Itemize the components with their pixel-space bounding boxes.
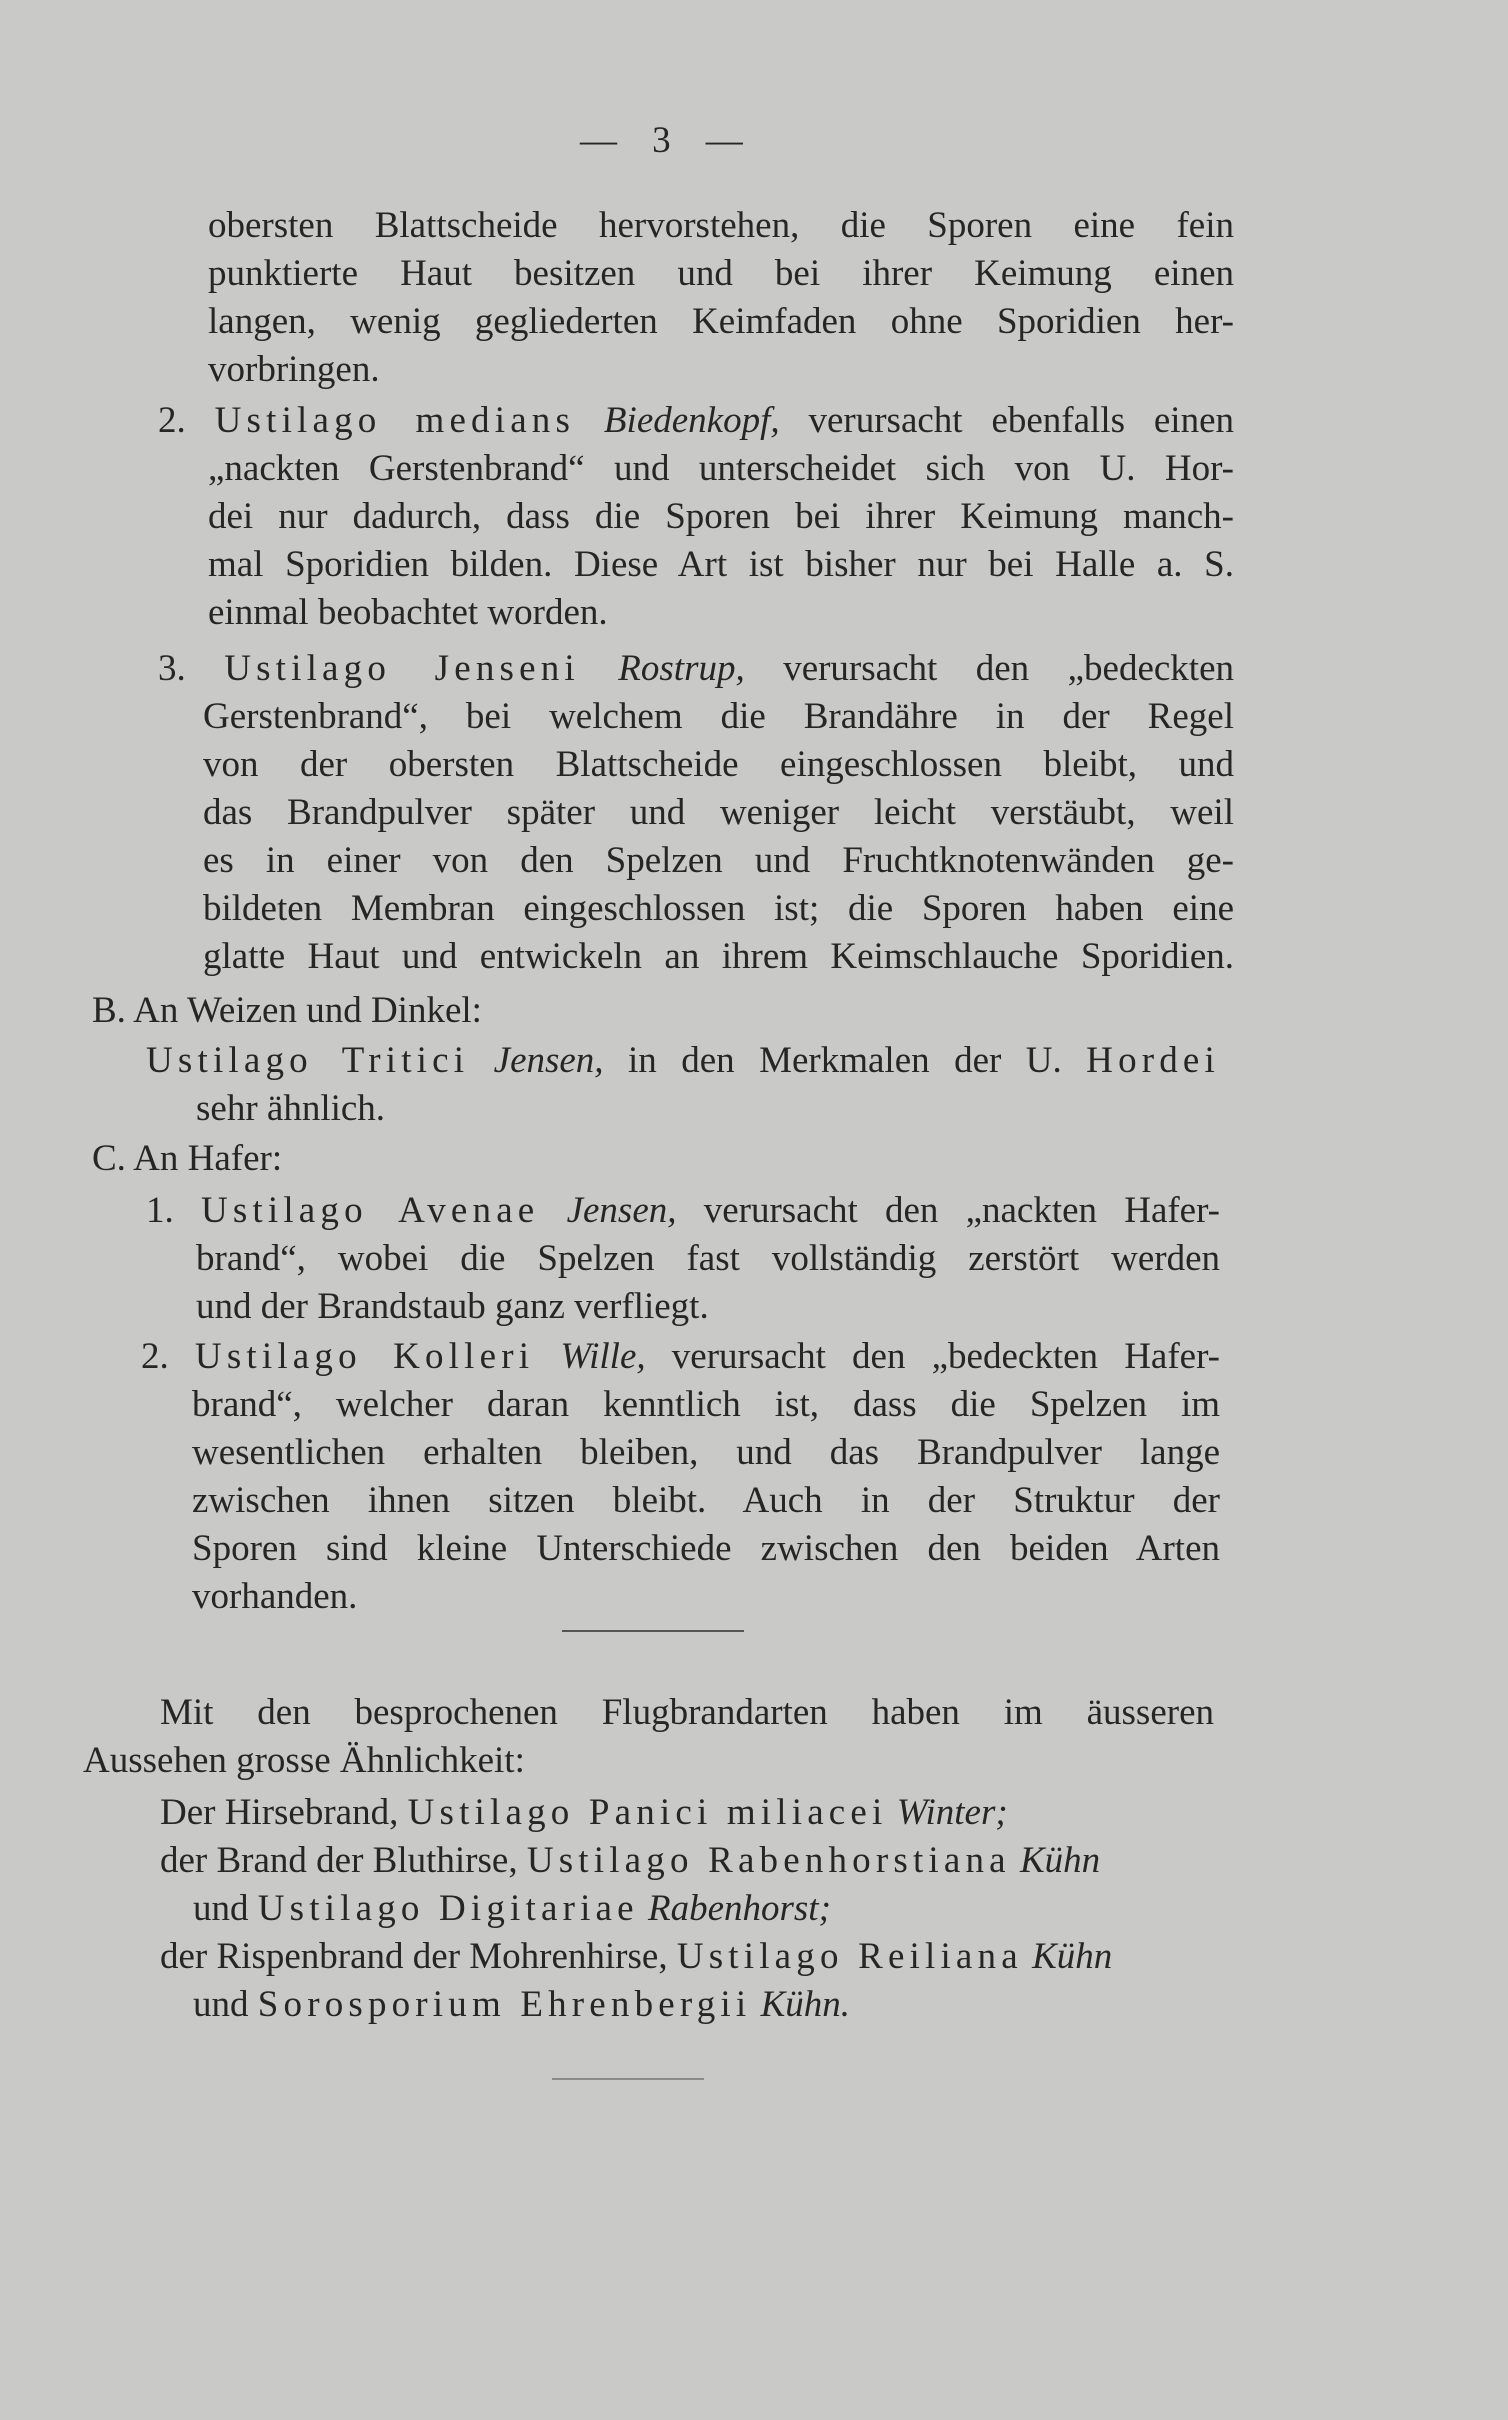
- closing-divider: [552, 2078, 704, 2080]
- species-name: Ustilago medians: [214, 400, 576, 441]
- text-line: glatte Haut und entwickeln an ihrem Keimschlauche Sporidien.: [203, 936, 1234, 977]
- text-line: sehr ähnlich.: [196, 1088, 386, 1129]
- text-line: Der Hirsebrand, Ustilago Panici miliacei Winter;: [160, 1792, 1008, 1833]
- text-line: von der obersten Blattscheide eingeschlossen bleibt, und: [203, 744, 1234, 785]
- species-name: Ustilago Digitariae: [257, 1888, 639, 1929]
- text-line: Sporen sind kleine Unterschiede zwischen den beiden Arten: [192, 1528, 1220, 1569]
- author-name: Rostrup,: [579, 648, 745, 689]
- species-name: Ustilago Reiliana: [676, 1936, 1023, 1977]
- section-heading-b: B. An Weizen und Dinkel:: [92, 990, 482, 1031]
- list-item-2-line: 2. Ustilago medians Biedenkopf, verursacht ebenfalls einen: [158, 400, 1234, 441]
- species-name: Ustilago Panici miliacei: [407, 1792, 888, 1833]
- author-name: Kühn: [1010, 1840, 1101, 1881]
- species-name: Ustilago Avenae: [200, 1190, 540, 1231]
- author-name: Kühn: [1022, 1936, 1113, 1977]
- author-name: Kühn.: [751, 1984, 850, 2025]
- text-line: vorbringen.: [208, 349, 380, 390]
- text-line: Mit den besprochenen Flugbrandarten haben im äusseren: [160, 1692, 1214, 1733]
- text-line: und der Brandstaub ganz verfliegt.: [196, 1286, 709, 1327]
- species-name: Ustilago Jenseni: [224, 648, 580, 689]
- text-line: Gerstenbrand“, bei welchem die Brandähre in der Regel: [203, 696, 1234, 737]
- text-line: obersten Blattscheide hervorstehen, die Sporen eine fein: [208, 205, 1234, 246]
- text-line: punktierte Haut besitzen und bei ihrer Keimung einen: [208, 253, 1234, 294]
- species-name: Ustilago Tritici: [146, 1040, 470, 1081]
- author-name: Winter;: [887, 1792, 1008, 1833]
- text-line: dei nur dadurch, dass die Sporen bei ihrer Keimung manch-: [208, 496, 1234, 537]
- text-line: brand“, welcher daran kenntlich ist, dass die Spelzen im: [192, 1384, 1220, 1425]
- author-name: Jensen,: [539, 1190, 677, 1231]
- author-name: Wille,: [534, 1336, 646, 1377]
- section-divider: [562, 1630, 744, 1632]
- text-line: langen, wenig gegliederten Keimfaden ohne Sporidien her-: [208, 301, 1234, 342]
- species-name: Ustilago Kolleri: [194, 1336, 535, 1377]
- list-item-2-line: 2. Ustilago Kolleri Wille, verursacht den „bedeckten Hafer-: [141, 1336, 1220, 1377]
- author-name: Jensen,: [469, 1040, 604, 1081]
- text-line: der Brand der Bluthirse, Ustilago Rabenhorstiana Kühn: [160, 1840, 1101, 1881]
- species-name: Ustilago Rabenhorstiana: [526, 1840, 1011, 1881]
- author-name: Biedenkopf,: [575, 400, 780, 441]
- text-line: und Ustilago Digitariae Rabenhorst;: [193, 1888, 831, 1929]
- species-name: Sorosporium Ehrenbergii: [257, 1984, 752, 2025]
- page-number: — 3 —: [580, 120, 756, 161]
- text-line: „nackten Gerstenbrand“ und unterscheidet sich von U. Hor-: [208, 448, 1234, 489]
- text-line: das Brandpulver später und weniger leicht verstäubt, weil: [203, 792, 1234, 833]
- text-line: Aussehen grosse Ähnlichkeit:: [83, 1740, 525, 1781]
- text-line: wesentlichen erhalten bleiben, und das Brandpulver lange: [192, 1432, 1220, 1473]
- section-heading-c: C. An Hafer:: [92, 1138, 283, 1179]
- text-line: und Sorosporium Ehrenbergii Kühn.: [193, 1984, 850, 2025]
- text-line: mal Sporidien bilden. Diese Art ist bisher nur bei Halle a. S.: [208, 544, 1234, 585]
- list-item-3-line: 3. Ustilago Jenseni Rostrup, verursacht den „bedeckten: [158, 648, 1234, 689]
- list-item-1-line: 1. Ustilago Avenae Jensen, verursacht den „nackten Hafer-: [146, 1190, 1221, 1231]
- text-line: brand“, wobei die Spelzen fast vollständig zerstört werden: [196, 1238, 1220, 1279]
- text-line: zwischen ihnen sitzen bleibt. Auch in der Struktur der: [192, 1480, 1220, 1521]
- text-line: bildeten Membran eingeschlossen ist; die Sporen haben eine: [203, 888, 1234, 929]
- author-name: Rabenhorst;: [638, 1888, 831, 1929]
- text-line: vorhanden.: [192, 1576, 358, 1617]
- text-line: es in einer von den Spelzen und Fruchtknotenwänden ge-: [203, 840, 1234, 881]
- text-line: Ustilago Tritici Jensen, in den Merkmalen der U. Hordei: [146, 1040, 1220, 1081]
- text-line: der Rispenbrand der Mohrenhirse, Ustilago Reiliana Kühn: [160, 1936, 1113, 1977]
- text-line: einmal beobachtet worden.: [208, 592, 608, 633]
